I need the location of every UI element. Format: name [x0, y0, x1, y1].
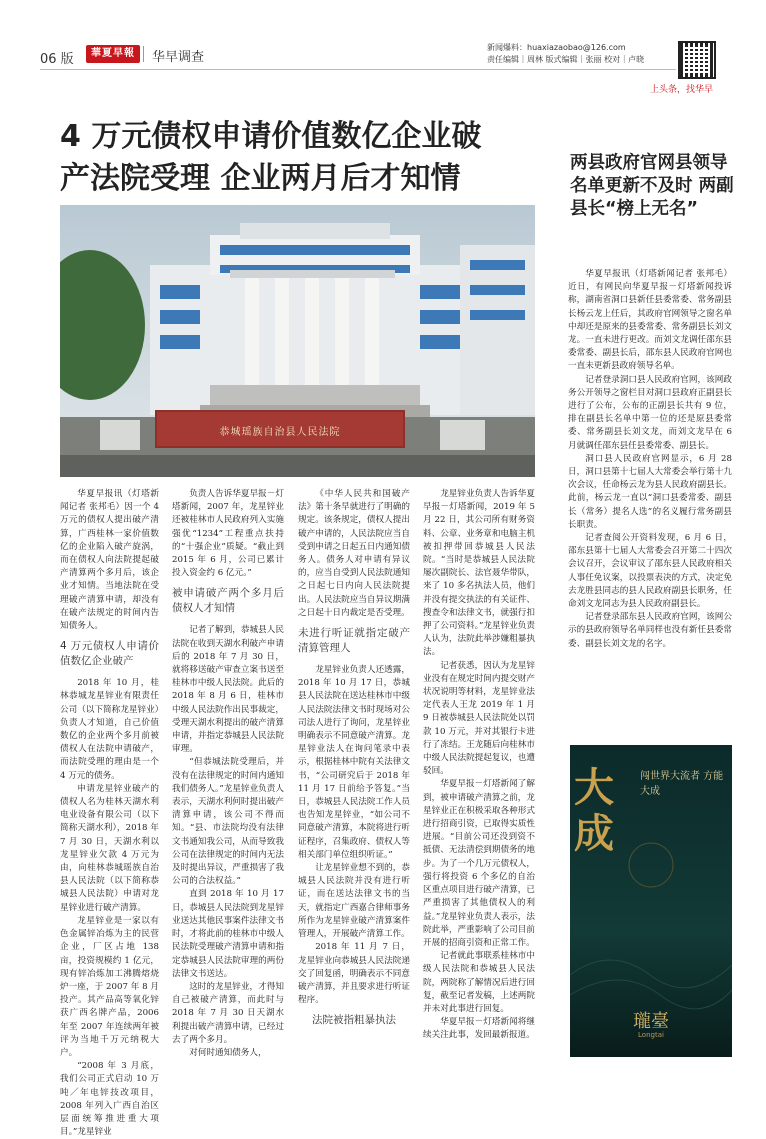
- ad-brand: 瓏臺: [633, 1011, 669, 1032]
- paragraph: 2018 年 11 月 7 日，龙星锌业向恭城县人民法院递交了回复函，明确表示不同意破产清算，并且要求进行听证程序。: [298, 942, 410, 1006]
- advertisement[interactable]: [570, 745, 732, 1057]
- main-headline: [60, 116, 560, 200]
- section-title: 华早调查: [152, 50, 205, 65]
- paragraph: “但恭城法院受理后，并没有在法律规定的时间内通知我们债务人。”龙星锌业负责人表示，天湖水利何时提出破产清算申请，该公司不得而知。“县、市法院均没有法律文书通知我公司，从而导致我公司在法律规定的时间内无法及时提出异议，严重损害了我公司的合法权益。”: [172, 757, 284, 887]
- paragraph: 《中华人民共和国破产法》第十条早就进行了明确的规定。该条规定，债权人提出破产申请的，人民法院应当自受到申请之日起五日内通知债务人。债务人对申请有异议的，应当自受到人民法院通知之日起七日内向人民法院提出。人民法院应当自异议期满之日起十日内裁定是否受理。: [298, 489, 410, 618]
- article-subhead: 法院被指粗暴执法: [312, 1014, 396, 1027]
- article-subhead: 未进行听证就指定破产清算管理人: [298, 627, 410, 655]
- article-subhead: 4 万元债权人申请价值数亿企业破产: [60, 640, 159, 668]
- paragraph: 记者登录邵东县人民政府官网，该网公示的县政府领导名单同样也没有新任县委常委、副县长刘文龙的名字。: [568, 612, 732, 649]
- header-slogan: 上头条，找华早: [650, 85, 714, 95]
- page-number: 06 版: [40, 52, 74, 67]
- editor-credits: 责任编辑｜周林 版式编辑｜张丽 校对｜卢晓: [487, 55, 645, 64]
- side-article-body: [568, 268, 732, 651]
- ad-brand-en: Longtai: [638, 1031, 664, 1039]
- paragraph: 申请龙星锌业破产的债权人名为桂林天湖水利电业设备有限公司（以下简称天湖水利），2018 年 7 月 30 日，天湖水利以龙星锌业欠款 4 万元为由，向桂林恭城瑶族自治县人民法院（以下简称恭城县人民法院）申请对龙星锌业进行破产清算。: [60, 783, 159, 913]
- header-divider: [143, 46, 144, 62]
- header-rule: [40, 69, 676, 70]
- paragraph: 华夏早报讯（灯塔新闻记者 张邦毛）因一个 4 万元的债权人提出破产清算，广西桂林一家价值数亿的企业陷入破产旋涡，而在债权人向法院提起破产清算两个多月后，该企业才知情。当地法院在受理破产清算申请，却没有在破产法规定的时间内告知债务人。: [60, 489, 159, 632]
- paragraph: 龙星锌业负责人还透露，2018 年 10 月 17 日，恭城县人民法院在送达桂林市中级人民法院法律文书时现场对公司法人进行了询问，龙星锌业明确表示不同意破产清算。龙星锌业法人在询问笔录中表示，根据桂林中院有关法律文书，“公司研究后于 2018 年 11 月 17 日前给予答复。”当日，恭城县人民法院工作人员也告知龙星锌业，“如公司不同意破产清算，本院将进行听证程序，召集政府、债权人等相关部门单位组织听证。”: [298, 665, 410, 860]
- ad-big-characters: 大成: [574, 764, 614, 857]
- paragraph: 华夏早报－灯塔新闻了解到，被申请破产清算之前，龙星锌业正在积极采取各种形式进行招商引资，已取得实质性进展。“目前公司还没到资不抵债、无法清偿到期债务的地步。为了一个几万元债权人，强行将投资 6 个多亿的自治区重点项目进行破产清算，已严重损害了其他债权人的利益。”龙星锌业负责人表示，法院此举，严重影响了公司目前开展的招商引资和正常工作。: [423, 779, 535, 948]
- court-building-photo: [60, 205, 535, 477]
- court-sign-text: 恭城瑶族自治县人民法院: [219, 427, 341, 438]
- paragraph: 直到 2018 年 10 月 17 日，恭城县人民法院到龙星锌业送达其他民事案件法律文书时，才将此前的桂林市中级人民法院受理破产清算申请和指定恭城县人民法院审理的两份法律文书送达。: [172, 889, 284, 979]
- paragraph: 对何时通知债务人，: [189, 1047, 267, 1058]
- article-subhead: 被申请破产两个多月后 债权人才知情: [172, 587, 284, 615]
- paragraph: 龙星锌业负责人告诉华夏早报－灯塔新闻，2019 年 5 月 22 日，其公司所有财务资料、公章、业务章和电脑主机被扣押带回恭城县人民法院。“当时是恭城县人民法院屡次副院长、法官聂华带队，来了 10 多名执法人员，他们并没有提交执法的有关证件、搜查令和法律文书，就强行扣押了公司资料。”龙星锌业负责人认为，法院此举涉嫌粗暴执法。: [423, 489, 535, 658]
- article-column-1: [60, 488, 159, 1139]
- paragraph: 记者了解到，恭城县人民法院在收到天湖水利破产申请后的 2018 年 7 月 30 日，就将移送破产审查立案书送至桂林市中级人民法院。此后的 2018 年 8 月 6 日，桂林市中级人民法院作出民事裁定，受理天湖水利提出的破产清算申请，并指定恭城县人民法院审理。: [172, 625, 284, 755]
- paragraph: 这时的龙星锌业，才得知自己被破产清算，而此时与 2018 年 7 月 30 日天湖水利提出破产清算申请，已经过去了两个多月。: [172, 981, 284, 1045]
- article-column-3: [298, 488, 410, 1036]
- paragraph: 洞口县人民政府官网显示，6 月 28 日，洞口县第十七届人大常委会举行第十九次会议，任命杨云龙为县人民政府副县长。此前，杨云龙一直以“洞口县委常委、副县长（常务）提名人选”的名义履行常务副县长职责。: [568, 453, 732, 530]
- article-column-4: [423, 488, 535, 1043]
- paragraph: 记者登录洞口县人民政府官网，该网政务公开领导之窗栏目对洞口县政府正副县长进行了公布，公布的正副县长共有 9 位，排在副县长名单中第一位的还是原县委常委、常务副县长刘文龙，而刘文龙早在 6 月就调任邵东县任县委常委、副县长。: [568, 374, 732, 451]
- paragraph: 让龙星锌业想不到的，恭城县人民法院并没有进行听证，而在送达法律文书的当天，就指定广西嘉合律师事务所作为龙星锌业破产清算案件管理人，开展破产清算工作。: [298, 863, 410, 940]
- paragraph: 负责人告诉华夏早报－灯塔新闻，2007 年，龙星锌业还被桂林市人民政府列入实施强优“1234”工程重点扶持的“十强企业”质疑。“截止到 2015 年 6 月，公司已累计投入资金约 6 亿元。”: [172, 489, 284, 579]
- newspaper-masthead: 華夏早報: [86, 45, 140, 63]
- paragraph: 华夏早报－灯塔新闻将继续关注此事，发回最新报道。: [423, 1017, 535, 1041]
- paragraph: 记者获悉，因认为龙星锌业没有在规定时间内提交财产状况说明等材料，龙星锌业法定代表人王龙 2019 年 1 月 9 日被恭城县人民法院处以罚款 10 万元，并对其银行卡进行了冻结。王龙随后向桂林市中级人民法院提起复议，也遭驳回。: [423, 660, 535, 777]
- paragraph: “2008 年 3 月底，我们公司正式启动 10 万吨／年电锌技改项目，2008 年列入广西自治区层面统筹推进重大项目。”龙星锌业: [60, 1061, 159, 1138]
- news-hotline: 新闻爆料：huaxiazaobao@126.com: [487, 43, 626, 52]
- paragraph: 记者就此事联系桂林市中级人民法院和恭城县人民法院，两院称了解情况后进行回复，截至记者发稿，上述两院并未对此事进行回复。: [423, 951, 535, 1014]
- paragraph: 华夏早报讯（灯塔新闻记者 张邦毛）近日，有网民向华夏早报－灯塔新闻投诉称，湖南省洞口县新任县委常委、常务副县长杨云龙上任后，其政府官网领导之窗名单中却还是原来的县委常委、常务副县长刘文龙。一直未进行更改。而刘文龙调任邵东县委常委、副县长后，邵东县人民政府官网也一直未更新县政府领导名单。: [568, 269, 732, 372]
- paragraph: 龙星锌业是一家以有色金属锌冶炼为主的民营企业，厂区占地 138 亩，投资规模约 1 亿元，现有锌冶炼加工沸腾熔烧炉一座，于 2007 年 8 月投产。其产品高等氧化锌获广西名牌产品，2006 年至 2007 年连续两年被评为当地千万元纳税大户。: [60, 915, 159, 1058]
- headline-line-2: 产法院受理 企业两月后才知情: [60, 161, 461, 196]
- paragraph: 记者查阅公开资料发现，6 月 6 日，邵东县第十七届人大常委会召开第二十四次会议召开，会议审议了邵东县人民政府相关人事任免议案，以投票表决的方式，决定免去龙胜县同志的县人民政府副县长职务，任命刘文龙同志为县人民政府副县长。: [568, 533, 732, 610]
- headline-line-1: 4 万元债权申请价值数亿企业破: [60, 119, 482, 154]
- paragraph: 2018 年 10 月，桂林恭城龙星锌业有限责任公司（以下简称龙星锌业）负责人才知道，自己价值数亿的企业两个多月前被债权人在法院申请破产，而法院受理的理由是一个 4 万元的债务。: [60, 678, 159, 781]
- ad-tagline: 闯世界大流者 方能大成: [640, 771, 724, 797]
- qr-code-icon: [678, 41, 716, 79]
- side-headline: 两县政府官网县领导名单更新不及时 两副县长“榜上无名”: [570, 153, 734, 219]
- article-column-2: [172, 488, 284, 1060]
- header-credits: [487, 42, 644, 66]
